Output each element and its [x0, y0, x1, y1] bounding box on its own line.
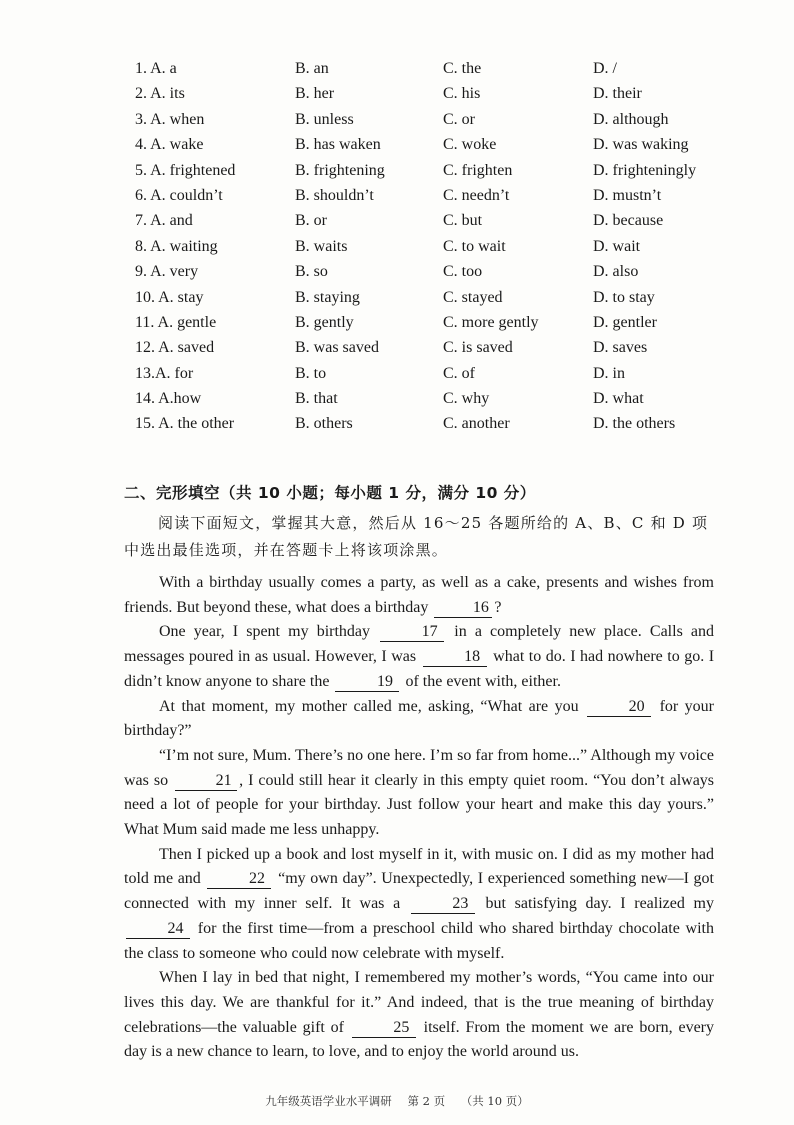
- option-c: C. or: [443, 110, 475, 128]
- option-d: D. gentler: [593, 313, 657, 331]
- option-d: D. to stay: [593, 288, 655, 306]
- option-c: C. why: [443, 390, 490, 408]
- question-row: [135, 187, 735, 212]
- question-row: [135, 390, 735, 415]
- passage-text: “I’m not sure, Mum. There’s no one here. I’m so far from home...” Although my voice was so: [124, 746, 714, 789]
- option-d: D. because: [593, 212, 664, 230]
- section-title: 二、完形填空（共 10 小题；每小题 1 分，满分 10 分）: [124, 484, 536, 502]
- passage-text: One year, I spent my birthday: [159, 623, 371, 641]
- option-c: C. his: [443, 85, 481, 103]
- option-a: 12. A. saved: [135, 339, 215, 357]
- option-c: C. frighten: [443, 161, 513, 179]
- passage-paragraph: [124, 966, 714, 1065]
- option-b: B. frightening: [295, 161, 385, 179]
- passage-text: Then I picked up a book and lost myself in it, with music on. I did as my mother had told me and: [124, 845, 714, 888]
- option-b: B. others: [295, 415, 353, 433]
- option-d: D. saves: [593, 339, 648, 357]
- passage-paragraph: [124, 744, 714, 843]
- option-b: B. staying: [295, 288, 360, 306]
- passage-paragraph: [124, 843, 714, 967]
- option-c: C. woke: [443, 136, 497, 154]
- option-c: C. is saved: [443, 339, 513, 357]
- option-b: B. so: [295, 263, 328, 281]
- option-d: D. their: [593, 85, 642, 103]
- option-d: D. was waking: [593, 136, 689, 154]
- passage-text: At that moment, my mother called me, asking, “What are you: [159, 697, 579, 715]
- option-d: D. also: [593, 263, 639, 281]
- blank-17: 17: [380, 622, 444, 642]
- blank-21: 21: [175, 771, 237, 791]
- option-c: C. more gently: [443, 313, 539, 331]
- option-d: D. in: [593, 364, 625, 382]
- blank-25: 25: [352, 1018, 416, 1038]
- option-b: B. or: [295, 212, 327, 230]
- choices-list: [135, 60, 735, 441]
- question-row: [135, 111, 735, 136]
- passage-text: for your birthday?”: [124, 697, 715, 740]
- option-d: D. what: [593, 390, 644, 408]
- option-a: 5. A. frightened: [135, 161, 236, 179]
- option-a: 13.A. for: [135, 364, 194, 382]
- passage-paragraph: [124, 571, 714, 620]
- blank-20: 20: [587, 697, 651, 717]
- passage-text: what to do. I had nowhere to go. I didn’t know anyone to share the: [124, 648, 715, 690]
- question-row: [135, 136, 735, 161]
- option-a: 10. A. stay: [135, 288, 204, 306]
- option-c: C. to wait: [443, 237, 506, 255]
- question-row: [135, 60, 735, 85]
- passage-text: With a birthday usually comes a party, as well as a cake, presents and wishes from friends. But beyond these, what does a birthday: [124, 574, 714, 616]
- option-a: 8. A. waiting: [135, 237, 218, 255]
- option-a: 2. A. its: [135, 85, 185, 103]
- passage-paragraph: [124, 620, 714, 694]
- option-b: B. that: [295, 390, 338, 408]
- option-b: B. unless: [295, 110, 354, 128]
- option-b: B. shouldn’t: [295, 186, 374, 204]
- page-footer: [0, 1093, 794, 1109]
- option-a: 7. A. and: [135, 212, 193, 230]
- option-c: C. another: [443, 415, 510, 433]
- option-b: B. to: [295, 364, 327, 382]
- passage-text: but satisfying day. I realized my: [485, 895, 714, 913]
- passage-paragraph: [124, 695, 714, 744]
- option-a: 14. A.how: [135, 390, 202, 408]
- passage-text: , I could still hear it clearly in this empty quiet room. “You don’t always need a lot of people for your birthday. Just follow your heart and make this day yours.” What Mum said made me less unhappy.: [124, 771, 715, 839]
- option-a: 4. A. wake: [135, 136, 204, 154]
- option-d: D. although: [593, 110, 669, 128]
- option-a: 6. A. couldn’t: [135, 186, 223, 204]
- blank-18: 18: [423, 647, 487, 667]
- question-row: [135, 238, 735, 263]
- question-row: [135, 289, 735, 314]
- footer-page-total: （共 10 页）: [460, 1094, 529, 1108]
- option-b: B. has waken: [295, 136, 381, 154]
- passage-text: ?: [494, 598, 502, 616]
- option-a: 15. A. the other: [135, 415, 235, 433]
- option-b: B. an: [295, 60, 329, 77]
- question-row: [135, 212, 735, 237]
- blank-23: 23: [411, 894, 475, 914]
- option-c: C. the: [443, 60, 482, 77]
- option-a: 1. A. a: [135, 60, 177, 77]
- option-c: C. but: [443, 212, 483, 230]
- blank-16: 16: [434, 598, 492, 618]
- passage-text: itself. From the moment we are born, every day is a new chance to learn, to love, and to enjoy the world around us.: [124, 1018, 714, 1061]
- blank-22: 22: [207, 869, 271, 889]
- option-d: D. frighteningly: [593, 161, 697, 179]
- option-c: C. stayed: [443, 288, 503, 306]
- option-d: D. mustn’t: [593, 186, 662, 204]
- option-d: D. /: [593, 60, 617, 77]
- question-row: [135, 415, 735, 440]
- question-row: [135, 85, 735, 110]
- option-c: C. needn’t: [443, 186, 510, 204]
- footer-title: 九年级英语学业水平调研: [265, 1094, 392, 1108]
- option-a: 11. A. gentle: [135, 313, 217, 331]
- passage-text: of the event with, either.: [405, 672, 561, 690]
- option-d: D. wait: [593, 237, 641, 255]
- blank-19: 19: [335, 672, 399, 692]
- blank-24: 24: [126, 919, 190, 939]
- question-row: [135, 263, 735, 288]
- passage-text: for the first time—from a preschool child who shared birthday chocolate with the class to someone who could now celebrate with myself.: [124, 919, 714, 962]
- passage-text: When I lay in bed that night, I remembered my mother’s words, “You came into our lives this day. We are thankful for it.” And indeed, that is the true meaning of birthday celebrations—the valuable gift of: [124, 969, 714, 1036]
- passage-text: “my own day”. Unexpectedly, I experienced something new—I got connected with my inner self. It was a: [124, 870, 714, 913]
- cloze-passage: [124, 571, 714, 1065]
- option-c: C. of: [443, 364, 475, 382]
- option-b: B. waits: [295, 237, 348, 255]
- question-row: [135, 365, 735, 390]
- option-c: C. too: [443, 263, 483, 281]
- option-d: D. the others: [593, 415, 676, 433]
- option-a: 3. A. when: [135, 110, 205, 128]
- option-b: B. gently: [295, 313, 354, 331]
- option-b: B. was saved: [295, 339, 379, 357]
- option-a: 9. A. very: [135, 263, 199, 281]
- question-row: [135, 162, 735, 187]
- passage-text: in a completely new place. Calls and messages poured in as usual. However, I was: [124, 623, 715, 666]
- question-row: [135, 314, 735, 339]
- section-instructions: 阅读下面短文，掌握其大意，然后从 16～25 各题所给的 A、B、C 和 D 项中选出最佳选项，并在答题卡上将该项涂黑。: [124, 514, 709, 559]
- footer-page-number: 第 2 页: [407, 1094, 446, 1108]
- question-row: [135, 339, 735, 364]
- option-b: B. her: [295, 85, 335, 103]
